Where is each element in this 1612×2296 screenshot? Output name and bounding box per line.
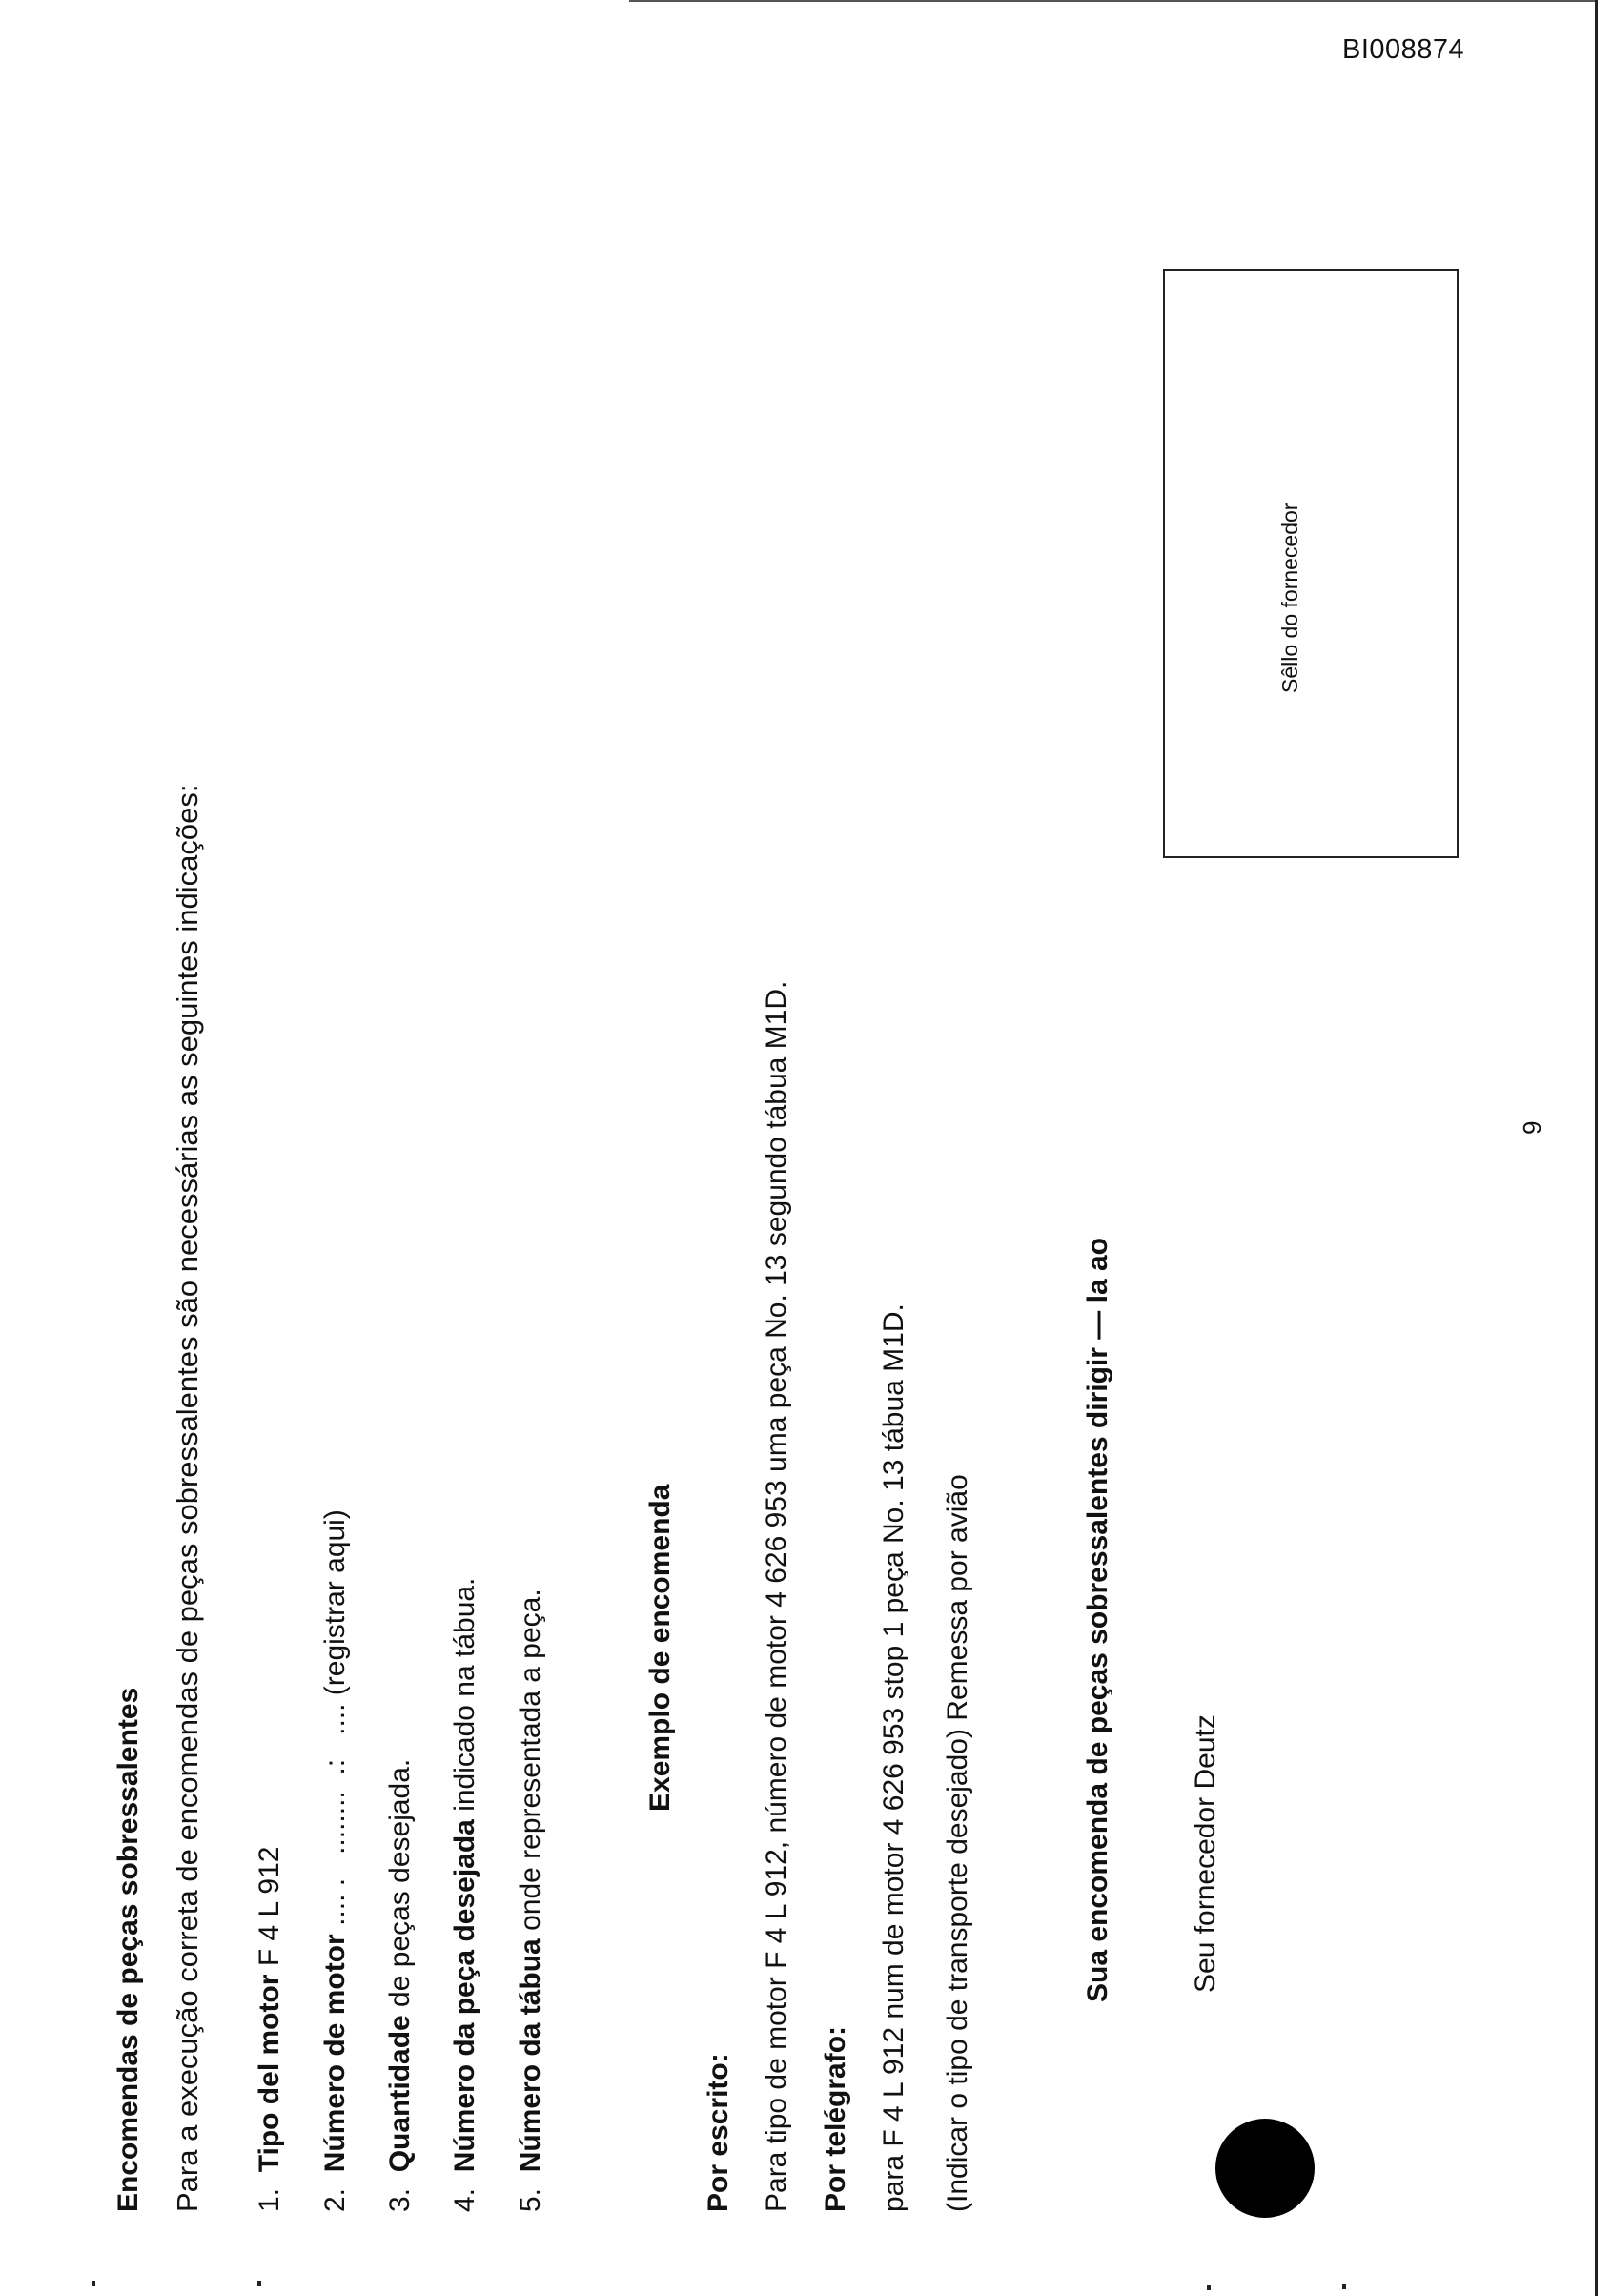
supplier-stamp-box [1163,269,1459,858]
heading: Encomendas de peças sobressalentes [112,1687,144,2212]
item-rest: .... . ........ .: .... (registrar aqui) [319,1509,351,1935]
intro-text: Para a execução correta de encomendas de peças sobressalentes são necessárias as seguintes indicações: [171,784,204,2212]
example-title: Exemplo de encomenda [644,1484,676,1812]
scan-speck [92,2281,95,2286]
item-rest: F 4 L 912 [254,1846,285,1975]
item-bold: Número de motor [319,1934,351,2173]
page-top-edge [629,0,1595,2]
item-bold: Número da tábua [515,1938,546,2173]
item-2 [321,1509,350,2212]
item-rest: de peças desejada. [384,1758,416,2016]
item-number: 2. [319,2187,351,2212]
page-number: 9 [1518,1120,1546,1135]
item-number: 5. [515,2187,546,2212]
item-1 [255,1847,284,2212]
stamp-label: Sêllo do fornecedor [1277,502,1302,693]
document-id: BI008874 [1342,34,1465,65]
telegraph-line-1: para F 4 L 912 num de motor 4 626 953 stop 1 peça No. 13 tábua M1D. [878,1303,909,2212]
page-right-edge [1595,0,1598,2296]
item-bold: Número da peça desejada [449,1819,480,2173]
telegraph-line-2: (Indicar o tipo de transporte desejado) Remessa por avião [942,1474,973,2212]
item-bold: Quantidade [384,2015,416,2173]
item-number: 4. [449,2187,480,2212]
item-3 [386,1759,415,2212]
item-5 [517,1589,545,2212]
written-text: Para tipo de motor F 4 L 912, número de motor 4 626 953 uma peça No. 13 segundo tábua M1D. [761,980,792,2212]
item-4 [451,1578,480,2212]
direct-order-text: Sua encomenda de peças sobressalentes dirigir — la ao [1082,1238,1113,2002]
scan-speck [257,2281,261,2286]
punch-hole-mark [1215,2119,1315,2218]
item-rest: onde representada a peça. [515,1589,546,1939]
scan-speck [1342,2284,1346,2289]
item-bold: Tipo del motor [254,1974,285,2173]
scan-speck [1207,2285,1211,2290]
item-rest: indicado na tábua. [449,1577,480,1820]
item-number: 1. [254,2187,285,2212]
written-label: Por escrito: [703,2053,734,2212]
item-number: 3. [384,2187,416,2212]
supplier-text: Seu fornecedor Deutz [1190,1714,1221,1993]
telegraph-label: Por telégrafo: [820,2025,851,2212]
